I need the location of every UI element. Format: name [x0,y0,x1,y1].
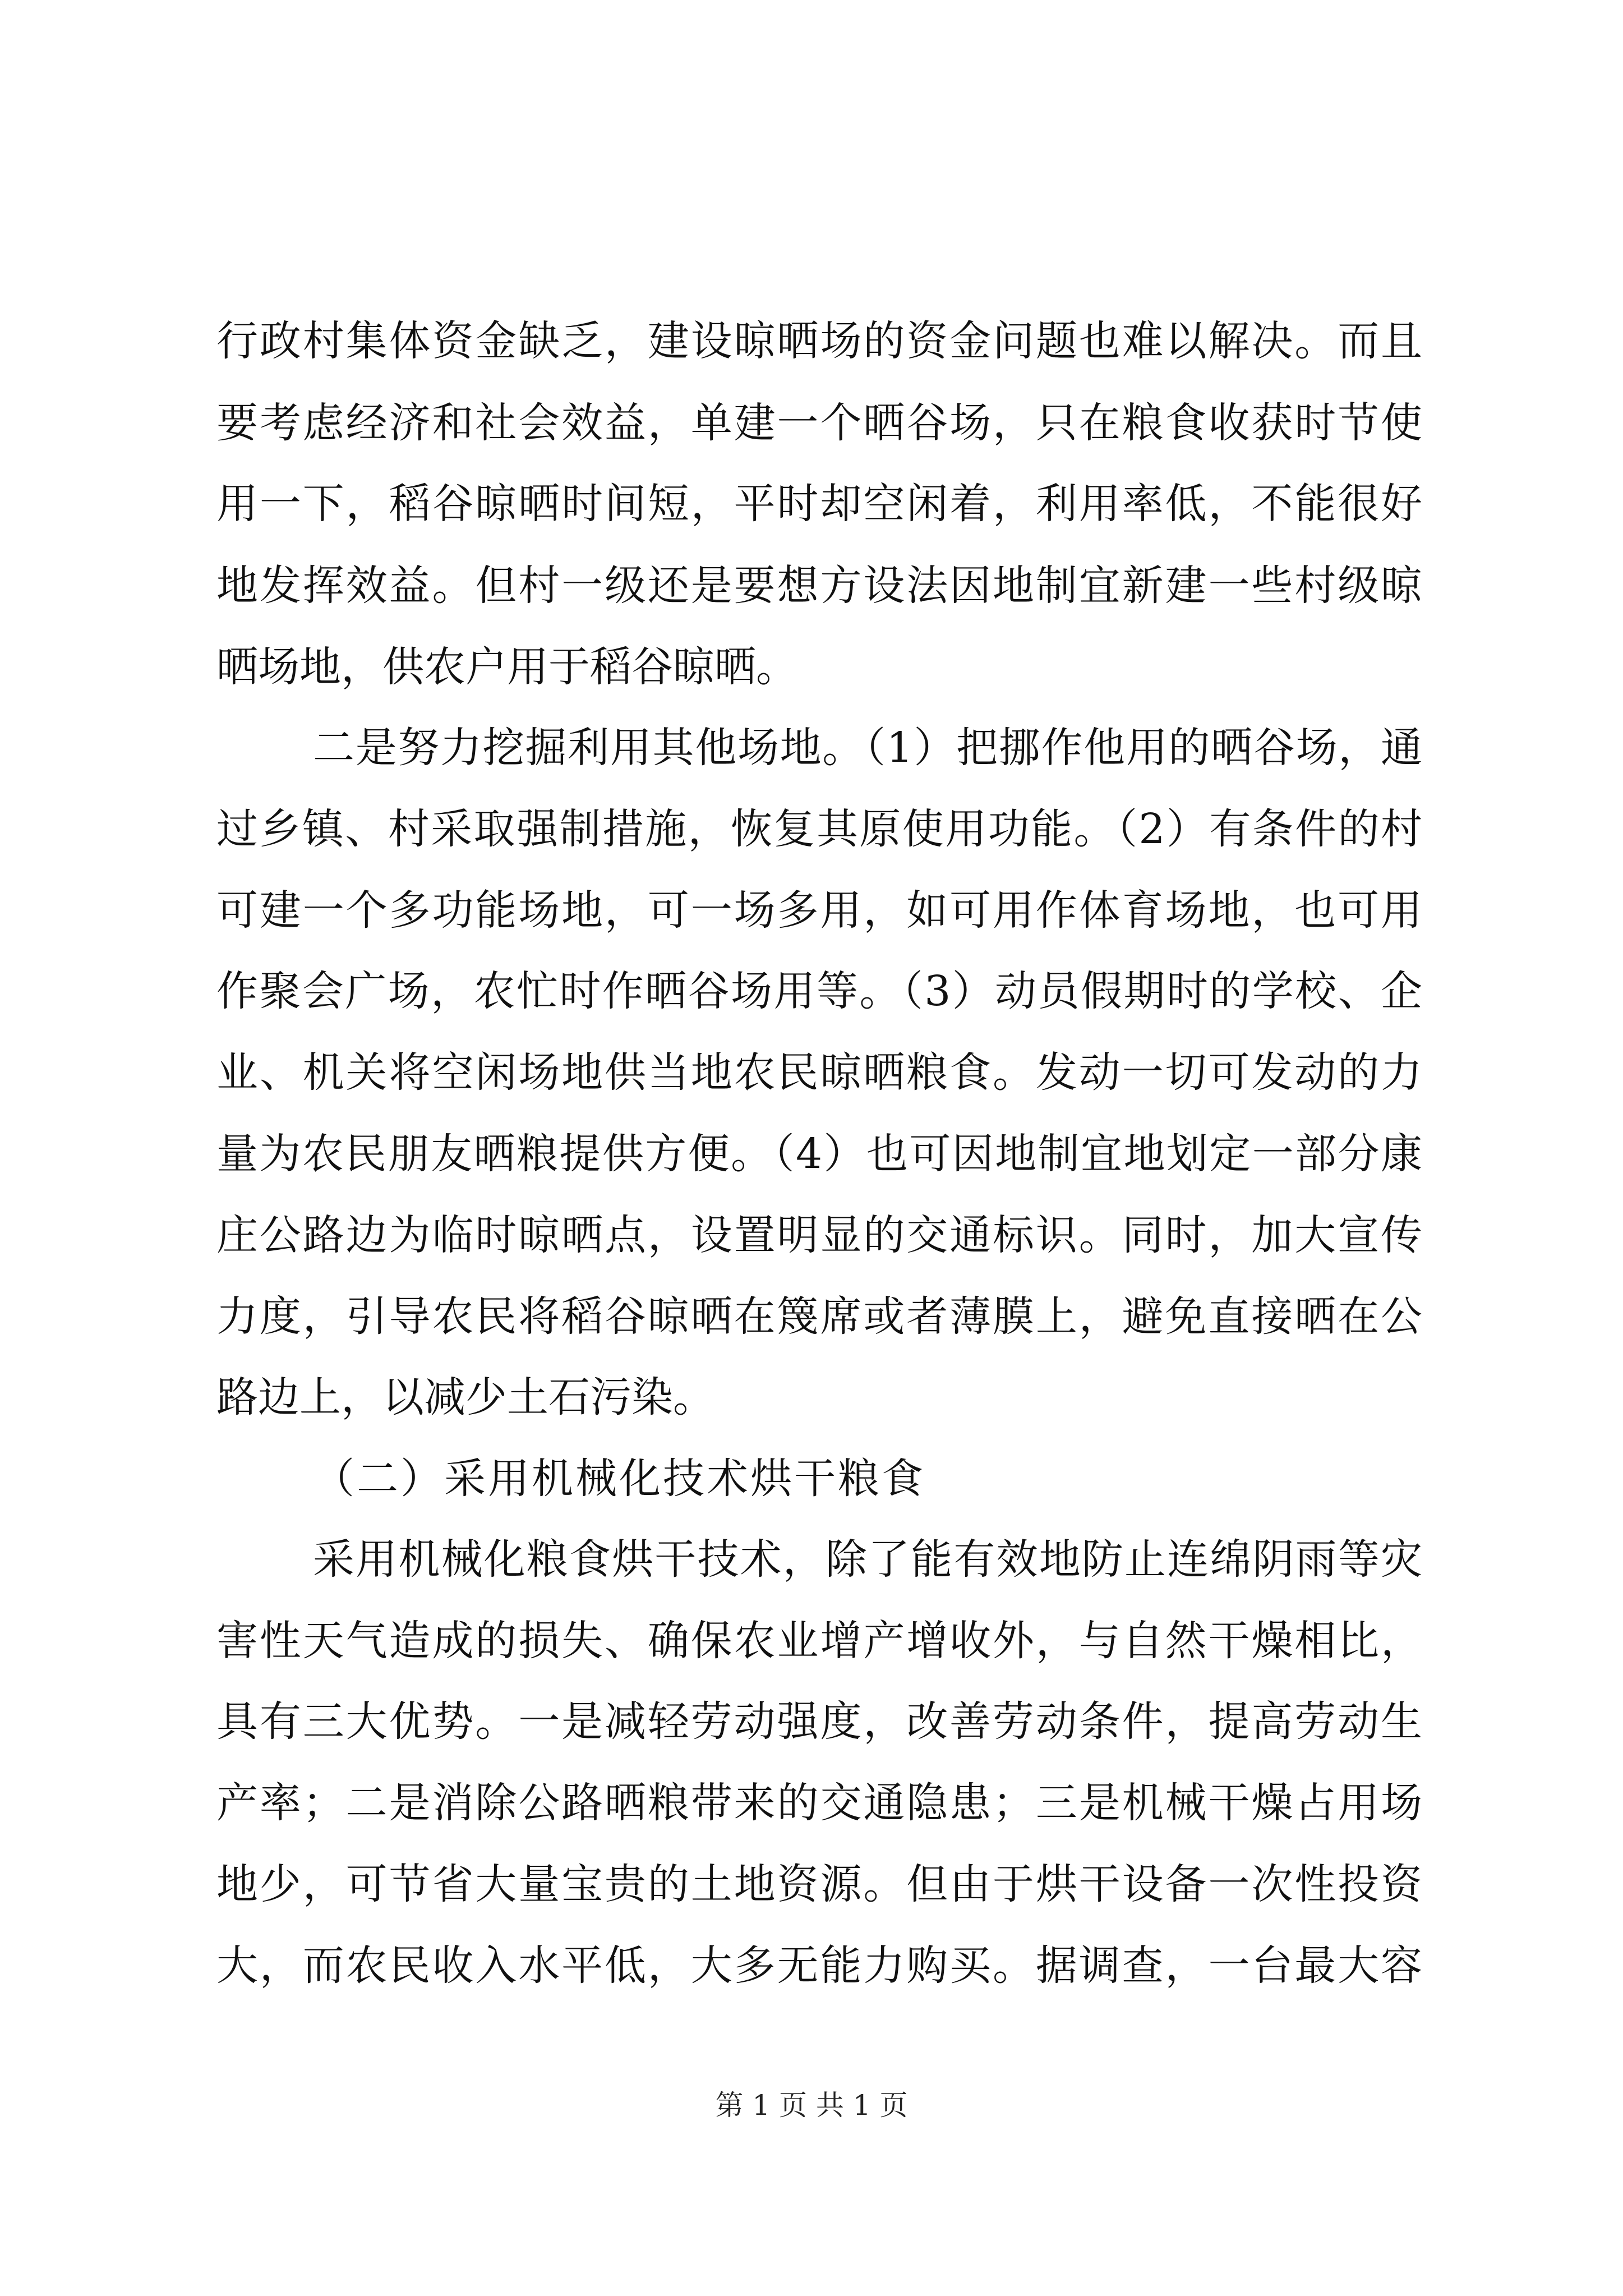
body-text-line: 害性天气造成的损失、确保农业增产增收外，与自然干燥相比， [216,1617,1422,1665]
body-text-line: 产率；二是消除公路晒粮带来的交通隐患；三是机械干燥占用场 [216,1779,1422,1827]
body-text-line: 量为农民朋友晒粮提供方便。（4）也可因地制宜地划定一部分康 [216,1130,1422,1178]
body-text-line: 具有三大优势。一是减轻劳动强度，改善劳动条件，提高劳动生 [216,1697,1422,1746]
body-text-line: 庄公路边为临时晾晒点，设置明显的交通标识。同时，加大宣传 [216,1211,1422,1259]
body-text-line: 作聚会广场，农忙时作晒谷场用等。（3）动员假期时的学校、企 [216,967,1422,1015]
body-text-line: 大，而农民收入水平低，大多无能力购买。据调查，一台最大容 [216,1941,1422,1990]
body-text-line: 晒场地，供农户用于稻谷晾晒。 [216,643,797,691]
body-text-line: 过乡镇、村采取强制措施，恢复其原使用功能。（2）有条件的村 [216,805,1422,853]
paragraph-first-line: 二是努力挖掘利用其他场地。（1）把挪作他用的晒谷场，通 [313,724,1422,772]
body-text-line: 要考虑经济和社会效益，单建一个晒谷场，只在粮食收获时节使 [216,399,1422,447]
body-text-line: 行政村集体资金缺乏，建设晾晒场的资金问题也难以解决。而且 [216,317,1422,365]
paragraph-first-line: 采用机械化粮食烘干技术，除了能有效地防止连绵阴雨等灾 [313,1535,1422,1584]
body-text-line: 用一下，稻谷晾晒时间短，平时却空闲着，利用率低，不能很好 [216,480,1422,528]
body-text-line: 可建一个多功能场地，可一场多用，如可用作体育场地，也可用 [216,886,1422,935]
body-text-line: 力度，引导农民将稻谷晾晒在篾席或者薄膜上，避免直接晒在公 [216,1292,1422,1341]
body-text-line: 地发挥效益。但村一级还是要想方设法因地制宜新建一些村级晾 [216,562,1422,610]
page-footer: 第 1 页 共 1 页 [715,2089,908,2122]
body-text-line: 路边上，以减少土石污染。 [216,1373,714,1421]
body-text-line: 业、机关将空闲场地供当地农民晾晒粮食。发动一切可发动的力 [216,1048,1422,1097]
body-text-line: 地少，可节省大量宝贵的土地资源。但由于烘干设备一次性投资 [216,1860,1422,1908]
section-heading: （二）采用机械化技术烘干粮食 [313,1455,925,1503]
